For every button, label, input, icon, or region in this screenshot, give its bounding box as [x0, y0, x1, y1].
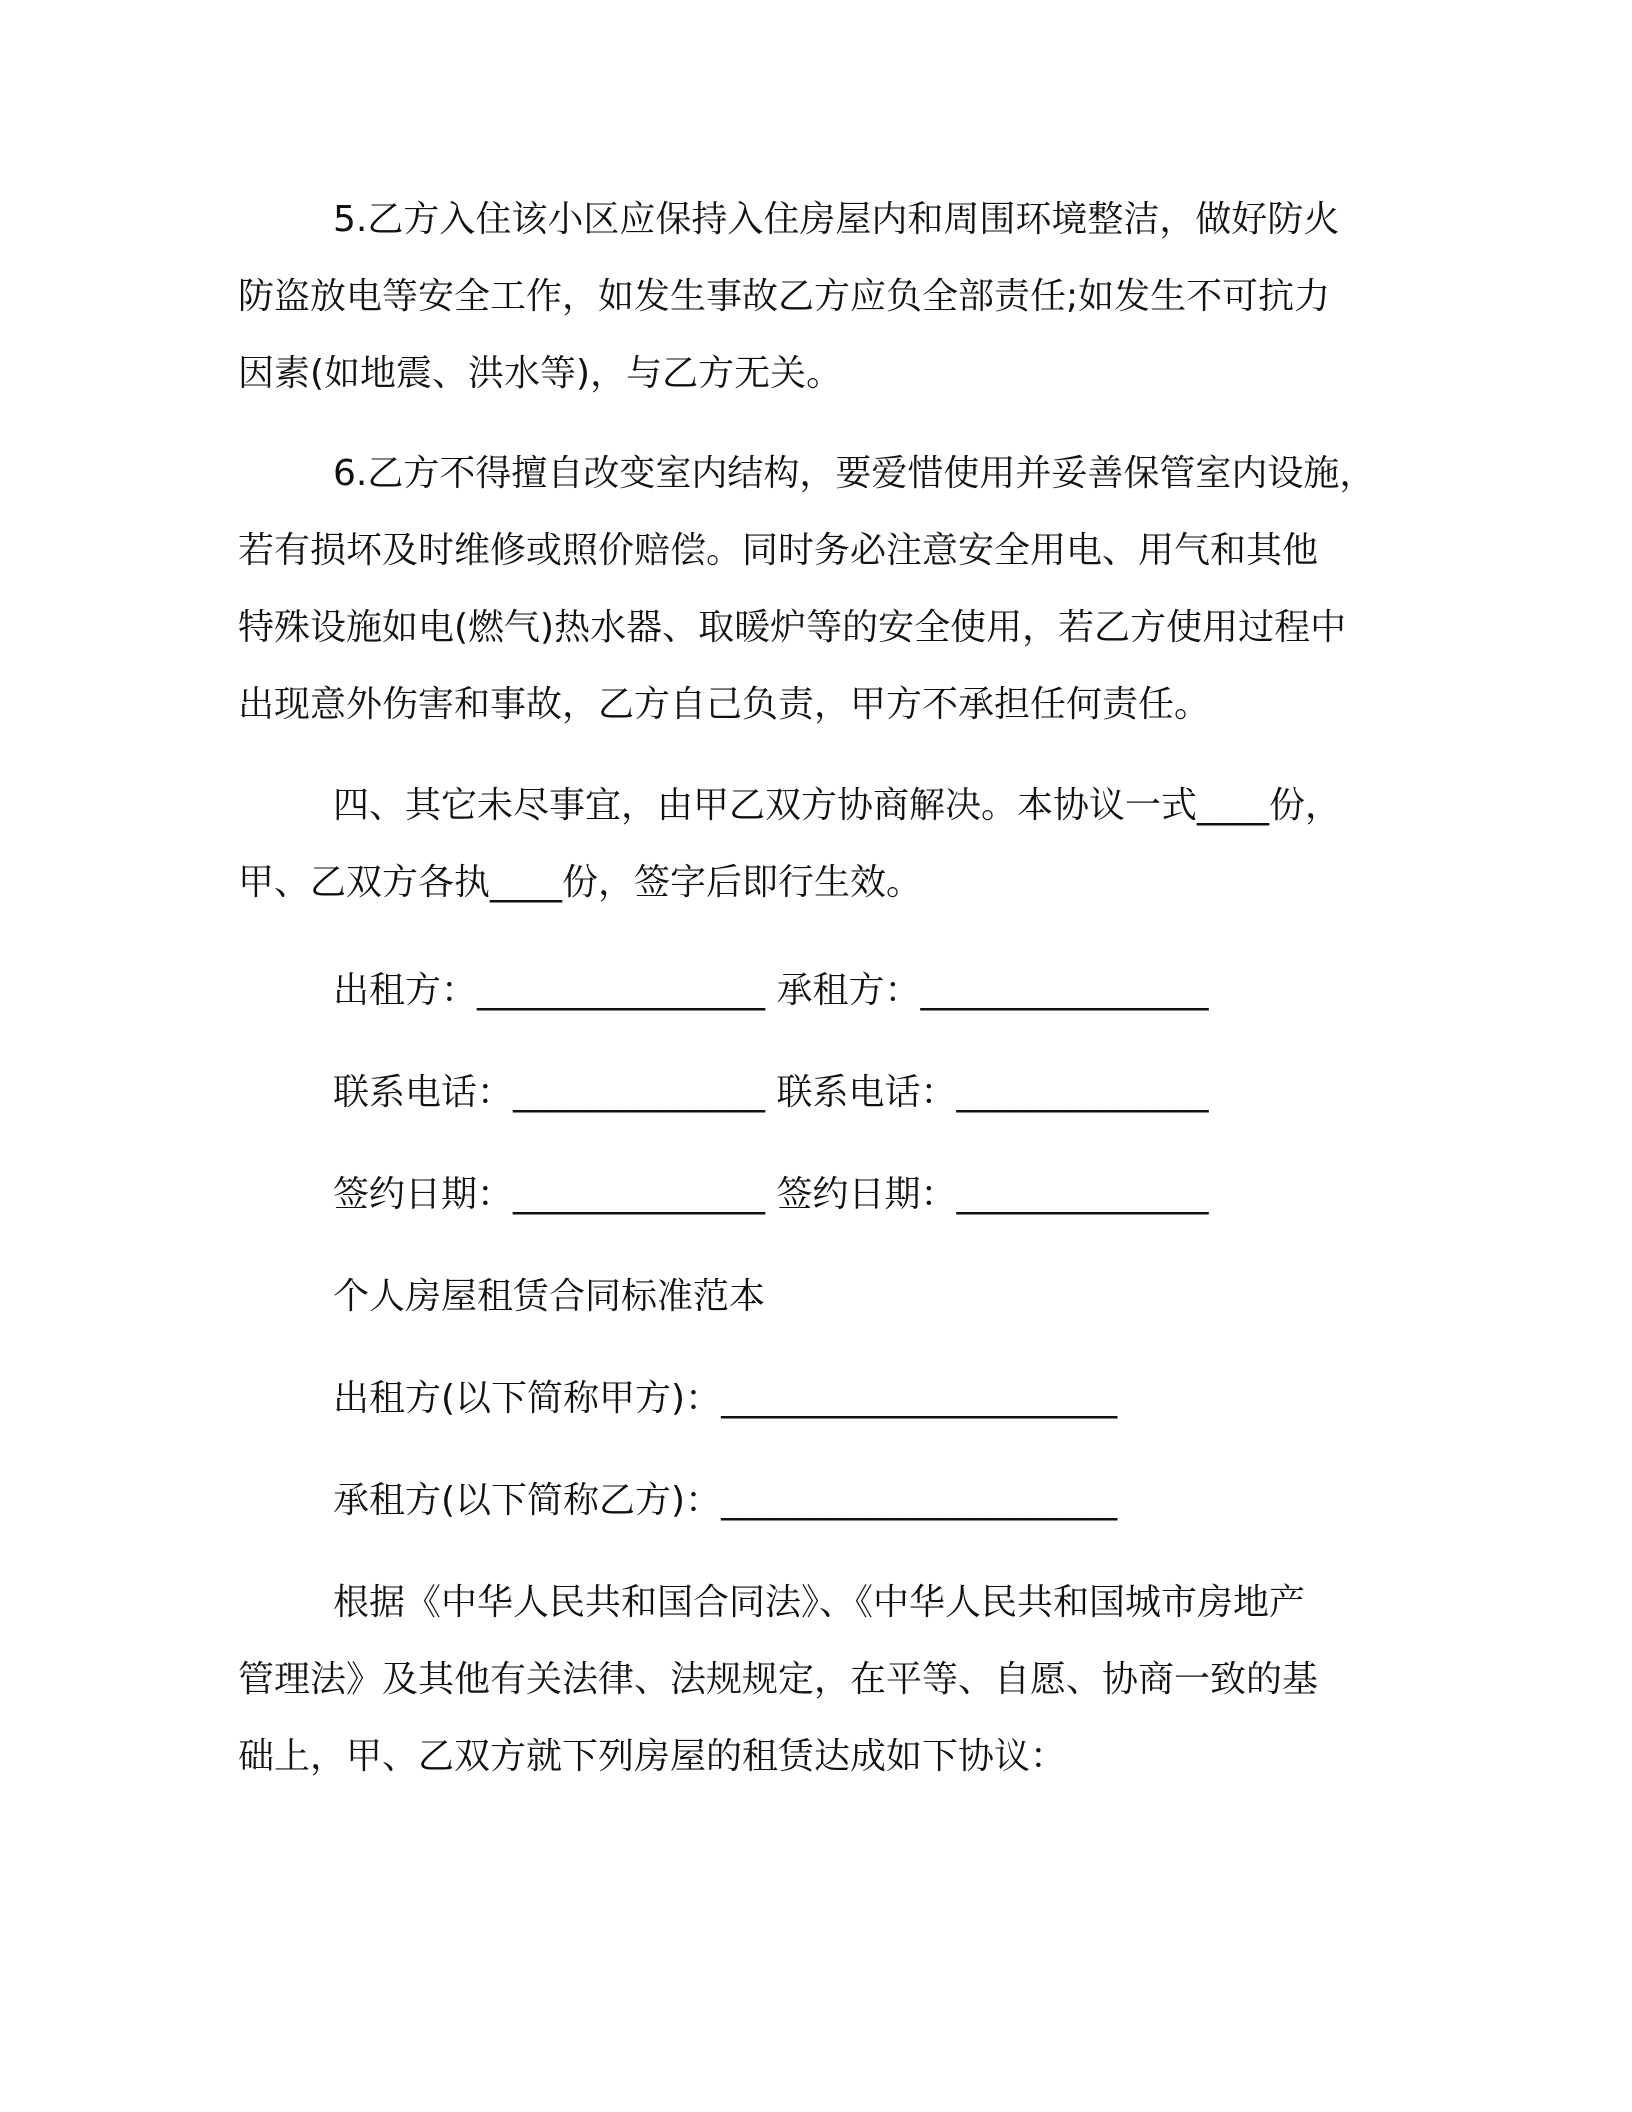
document-title: 个人房屋租赁合同标准范本: [333, 1276, 766, 1317]
text-line: 甲、乙双方各执____份，签字后即行生效。: [238, 862, 923, 903]
signature-parties-line: 出租方：________________ 承租方：________________: [333, 970, 1209, 1011]
text-line: 防盗放电等安全工作，如发生事故乙方应负全部责任;如发生不可抗力: [238, 276, 1331, 317]
text-line: 6.乙方不得擅自改变室内结构，要爱惜使用并妥善保管室内设施，: [333, 453, 1376, 494]
text-line: 四、其它未尽事宜，由甲乙双方协商解决。本协议一式____份，: [333, 785, 1342, 826]
signature-date-line: 签约日期：______________ 签约日期：______________: [333, 1174, 1209, 1215]
text-line: 根据《中华人民共和国合同法》、《中华人民共和国城市房地产: [333, 1582, 1306, 1623]
signature-phone-line: 联系电话：______________ 联系电话：______________: [333, 1072, 1209, 1113]
party-b-line: 承租方(以下简称乙方)：______________________: [333, 1480, 1118, 1521]
text-line: 因素(如地震、洪水等)，与乙方无关。: [238, 353, 843, 394]
party-a-line: 出租方(以下简称甲方)：______________________: [333, 1378, 1118, 1419]
text-line: 若有损坏及时维修或照价赔偿。同时务必注意安全用电、用气和其他: [238, 530, 1319, 571]
text-line: 出现意外伤害和事故，乙方自己负责，甲方不承担任何责任。: [238, 684, 1211, 725]
text-line: 础上，甲、乙双方就下列房屋的租赁达成如下协议：: [238, 1736, 1067, 1777]
text-line: 管理法》及其他有关法律、法规规定，在平等、自愿、协商一致的基: [238, 1659, 1319, 1700]
text-line: 特殊设施如电(燃气)热水器、取暖炉等的安全使用，若乙方使用过程中: [238, 607, 1347, 648]
text-line: 5.乙方入住该小区应保持入住房屋内和周围环境整洁，做好防火: [333, 199, 1340, 240]
